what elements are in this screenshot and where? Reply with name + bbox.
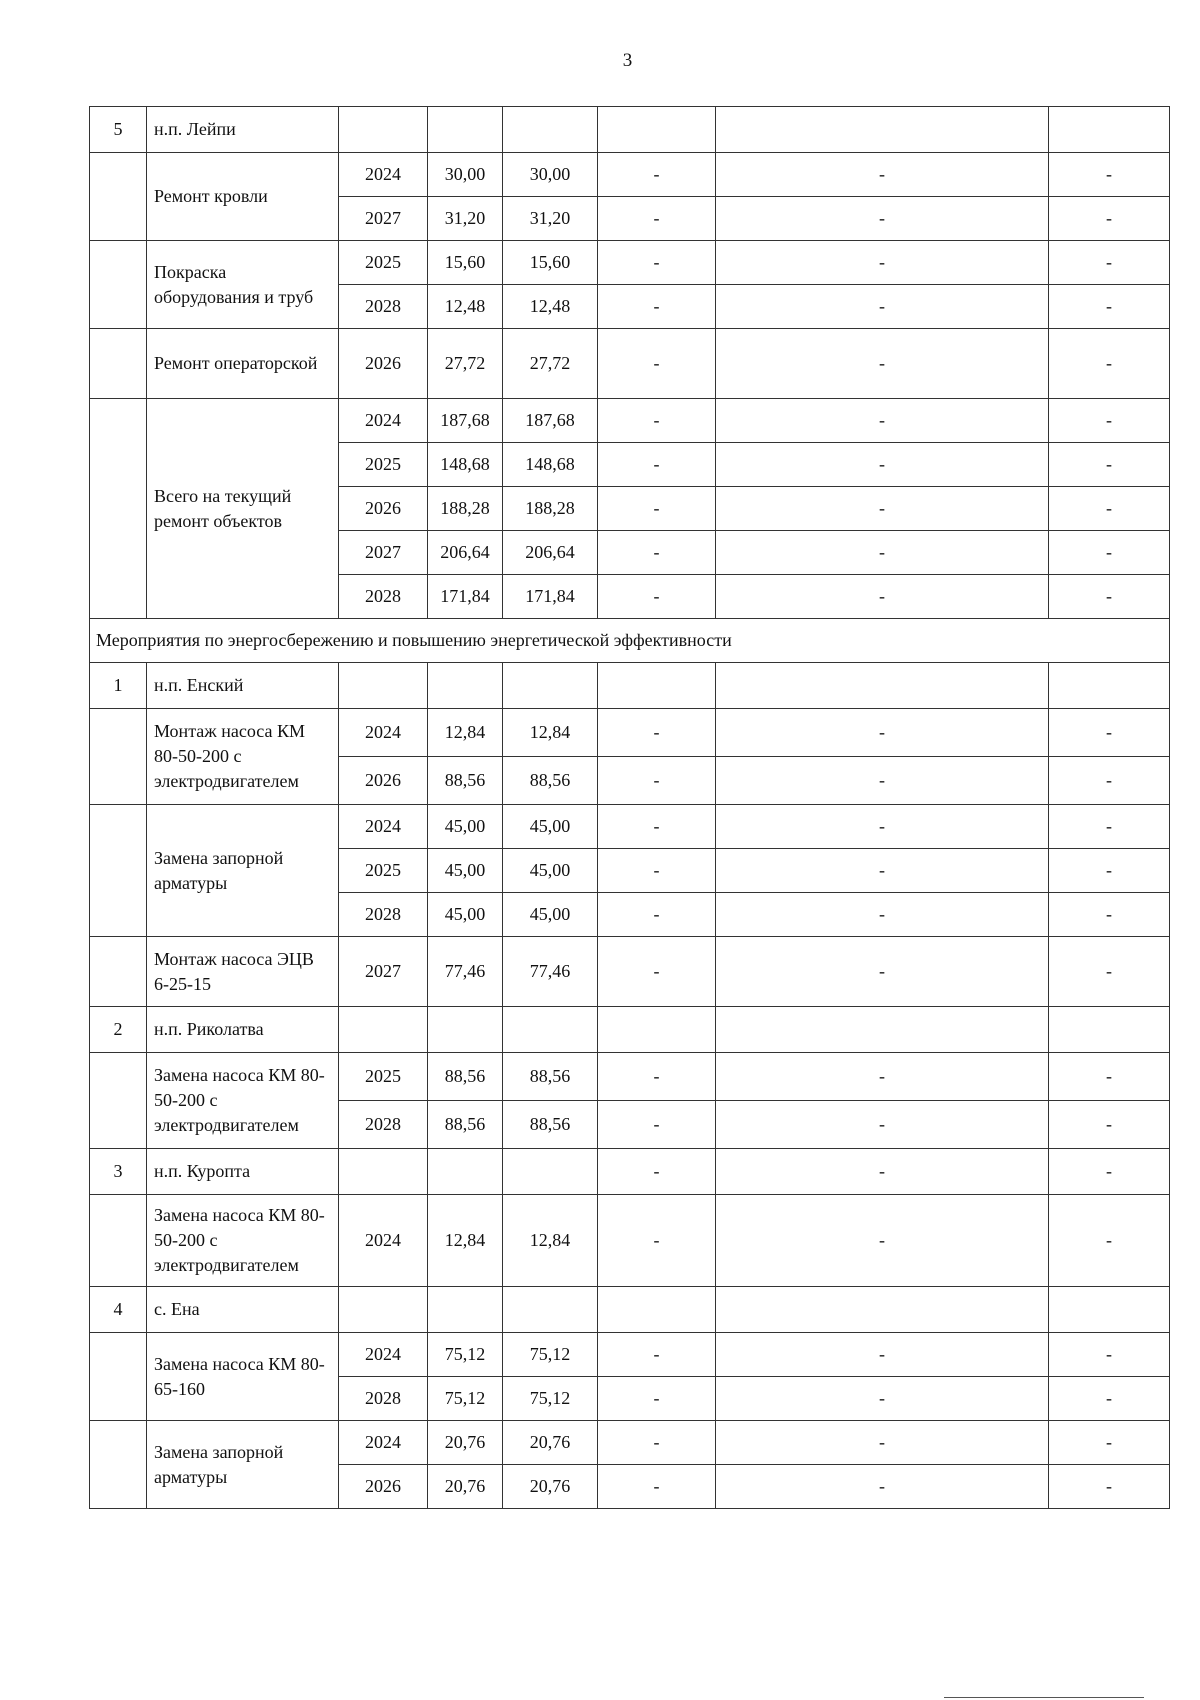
total-cell: 45,00: [428, 805, 503, 849]
dash-cell: -: [1049, 1333, 1170, 1377]
row-number: [90, 1195, 147, 1287]
dash-cell: -: [716, 1149, 1049, 1195]
dash-cell: -: [598, 709, 716, 757]
dash-cell: -: [1049, 709, 1170, 757]
value-cell: 45,00: [503, 893, 598, 937]
dash-cell: -: [716, 1465, 1049, 1509]
dash-cell: -: [716, 285, 1049, 329]
row-number: [90, 1421, 147, 1509]
value-cell: 187,68: [503, 399, 598, 443]
table-row: [90, 153, 1170, 197]
row-number: [90, 399, 147, 619]
dash-cell: -: [598, 1053, 716, 1101]
locality-row: [90, 1007, 1170, 1053]
total-cell: [428, 1007, 503, 1053]
dash-cell: -: [1049, 443, 1170, 487]
table-row: [90, 805, 1170, 849]
value-cell: 15,60: [503, 241, 598, 285]
total-cell: 75,12: [428, 1377, 503, 1421]
total-cell: 12,84: [428, 709, 503, 757]
locality-name: н.п. Енский: [147, 663, 339, 709]
year-cell: 2024: [339, 1421, 428, 1465]
page-number: 3: [622, 50, 633, 71]
table-row: [90, 709, 1170, 757]
year-cell: 2028: [339, 285, 428, 329]
dash-cell: -: [598, 399, 716, 443]
value-cell: 206,64: [503, 531, 598, 575]
row-number: [90, 1053, 147, 1149]
dash-cell: -: [1049, 531, 1170, 575]
dash-cell: [1049, 1287, 1170, 1333]
year-cell: [339, 1007, 428, 1053]
dash-cell: -: [1049, 1421, 1170, 1465]
row-number: 1: [90, 663, 147, 709]
year-cell: 2026: [339, 757, 428, 805]
year-cell: 2027: [339, 197, 428, 241]
dash-cell: -: [598, 1149, 716, 1195]
total-cell: 171,84: [428, 575, 503, 619]
total-cell: 148,68: [428, 443, 503, 487]
dash-cell: -: [1049, 197, 1170, 241]
year-cell: 2026: [339, 329, 428, 399]
work-name: Всего на текущий ремонт объектов: [147, 399, 339, 619]
dash-cell: -: [1049, 487, 1170, 531]
total-cell: 31,20: [428, 197, 503, 241]
locality-row: [90, 107, 1170, 153]
dash-cell: -: [716, 1101, 1049, 1149]
row-number: [90, 805, 147, 937]
work-name: Замена насоса КМ 80-50-200 с электродвигателем: [147, 1053, 339, 1149]
locality-name: н.п. Куропта: [147, 1149, 339, 1195]
locality-name: н.п. Риколатва: [147, 1007, 339, 1053]
table-row: [90, 937, 1170, 1007]
work-name: Покраска оборудования и труб: [147, 241, 339, 329]
year-cell: 2024: [339, 399, 428, 443]
year-cell: 2025: [339, 1053, 428, 1101]
locality-row: [90, 1287, 1170, 1333]
dash-cell: -: [1049, 849, 1170, 893]
dash-cell: [716, 1287, 1049, 1333]
total-cell: 45,00: [428, 893, 503, 937]
dash-cell: -: [716, 849, 1049, 893]
total-cell: 188,28: [428, 487, 503, 531]
dash-cell: -: [1049, 329, 1170, 399]
year-cell: 2024: [339, 1195, 428, 1287]
dash-cell: -: [716, 893, 1049, 937]
dash-cell: -: [716, 757, 1049, 805]
row-number: [90, 709, 147, 805]
dash-cell: -: [598, 1333, 716, 1377]
table-row: [90, 1195, 1170, 1287]
year-cell: [339, 663, 428, 709]
total-cell: 88,56: [428, 757, 503, 805]
dash-cell: -: [716, 443, 1049, 487]
dash-cell: -: [1049, 153, 1170, 197]
dash-cell: -: [1049, 241, 1170, 285]
year-cell: 2025: [339, 849, 428, 893]
year-cell: 2024: [339, 709, 428, 757]
value-cell: 12,84: [503, 1195, 598, 1287]
value-cell: 88,56: [503, 757, 598, 805]
table-body: [90, 107, 1170, 1509]
locality-row: [90, 1149, 1170, 1195]
work-name: Замена запорной арматуры: [147, 1421, 339, 1509]
year-cell: [339, 1287, 428, 1333]
dash-cell: -: [598, 241, 716, 285]
dash-cell: -: [716, 487, 1049, 531]
work-name: Замена запорной арматуры: [147, 805, 339, 937]
value-cell: 75,12: [503, 1377, 598, 1421]
total-cell: 30,00: [428, 153, 503, 197]
dash-cell: -: [1049, 285, 1170, 329]
year-cell: 2028: [339, 893, 428, 937]
year-cell: 2026: [339, 487, 428, 531]
dash-cell: -: [598, 197, 716, 241]
dash-cell: -: [716, 1421, 1049, 1465]
dash-cell: -: [1049, 1053, 1170, 1101]
value-cell: 31,20: [503, 197, 598, 241]
value-cell: 188,28: [503, 487, 598, 531]
locality-row: [90, 663, 1170, 709]
dash-cell: [716, 663, 1049, 709]
total-cell: 12,84: [428, 1195, 503, 1287]
value-cell: 88,56: [503, 1101, 598, 1149]
work-name: Ремонт операторской: [147, 329, 339, 399]
dash-cell: -: [598, 757, 716, 805]
year-cell: 2028: [339, 1377, 428, 1421]
dash-cell: [1049, 107, 1170, 153]
dash-cell: -: [716, 805, 1049, 849]
dash-cell: -: [598, 1377, 716, 1421]
section-title: Мероприятия по энергосбережению и повышению энергетической эффективности: [90, 619, 1170, 663]
dash-cell: [1049, 663, 1170, 709]
value-cell: 20,76: [503, 1465, 598, 1509]
year-cell: 2025: [339, 443, 428, 487]
dash-cell: -: [1049, 1149, 1170, 1195]
work-name: Монтаж насоса ЭЦВ 6-25-15: [147, 937, 339, 1007]
dash-cell: -: [716, 1195, 1049, 1287]
dash-cell: -: [1049, 1101, 1170, 1149]
table-row: [90, 241, 1170, 285]
dash-cell: -: [598, 1465, 716, 1509]
dash-cell: [598, 1007, 716, 1053]
value-cell: 45,00: [503, 805, 598, 849]
total-cell: 20,76: [428, 1465, 503, 1509]
total-cell: [428, 1149, 503, 1195]
dash-cell: -: [598, 575, 716, 619]
dash-cell: [598, 107, 716, 153]
dash-cell: -: [1049, 937, 1170, 1007]
year-cell: 2028: [339, 1101, 428, 1149]
row-number: [90, 937, 147, 1007]
dash-cell: -: [598, 531, 716, 575]
dash-cell: -: [716, 153, 1049, 197]
value-cell: [503, 1287, 598, 1333]
dash-cell: -: [716, 329, 1049, 399]
value-cell: [503, 1149, 598, 1195]
dash-cell: -: [716, 1053, 1049, 1101]
dash-cell: -: [598, 443, 716, 487]
year-cell: 2026: [339, 1465, 428, 1509]
year-cell: [339, 107, 428, 153]
year-cell: [339, 1149, 428, 1195]
year-cell: 2024: [339, 805, 428, 849]
section-row: [90, 619, 1170, 663]
value-cell: 77,46: [503, 937, 598, 1007]
value-cell: 30,00: [503, 153, 598, 197]
total-cell: 206,64: [428, 531, 503, 575]
dash-cell: [716, 1007, 1049, 1053]
locality-name: с. Ена: [147, 1287, 339, 1333]
total-cell: 45,00: [428, 849, 503, 893]
value-cell: 27,72: [503, 329, 598, 399]
dash-cell: -: [716, 1333, 1049, 1377]
dash-cell: -: [598, 805, 716, 849]
total-cell: 77,46: [428, 937, 503, 1007]
dash-cell: -: [716, 531, 1049, 575]
value-cell: 20,76: [503, 1421, 598, 1465]
work-name: Монтаж насоса КМ 80-50-200 с электродвигателем: [147, 709, 339, 805]
dash-cell: -: [1049, 1465, 1170, 1509]
value-cell: [503, 107, 598, 153]
year-cell: 2027: [339, 937, 428, 1007]
dash-cell: -: [598, 285, 716, 329]
dash-cell: -: [1049, 805, 1170, 849]
total-cell: 75,12: [428, 1333, 503, 1377]
row-number: [90, 153, 147, 241]
row-number: 5: [90, 107, 147, 153]
dash-cell: -: [716, 1377, 1049, 1421]
dash-cell: -: [598, 329, 716, 399]
dash-cell: [1049, 1007, 1170, 1053]
year-cell: 2027: [339, 531, 428, 575]
value-cell: 148,68: [503, 443, 598, 487]
table-row: [90, 1333, 1170, 1377]
total-cell: 12,48: [428, 285, 503, 329]
table-row: [90, 399, 1170, 443]
value-cell: 12,84: [503, 709, 598, 757]
table-row: [90, 329, 1170, 399]
dash-cell: [598, 1287, 716, 1333]
year-cell: 2025: [339, 241, 428, 285]
total-cell: 27,72: [428, 329, 503, 399]
row-number: 3: [90, 1149, 147, 1195]
total-cell: 20,76: [428, 1421, 503, 1465]
dash-cell: -: [1049, 399, 1170, 443]
value-cell: 171,84: [503, 575, 598, 619]
dash-cell: -: [598, 893, 716, 937]
dash-cell: -: [598, 849, 716, 893]
year-cell: 2024: [339, 1333, 428, 1377]
row-number: [90, 329, 147, 399]
value-cell: 12,48: [503, 285, 598, 329]
dash-cell: -: [716, 709, 1049, 757]
dash-cell: -: [716, 399, 1049, 443]
total-cell: 15,60: [428, 241, 503, 285]
row-number: 4: [90, 1287, 147, 1333]
dash-cell: -: [1049, 1377, 1170, 1421]
dash-cell: -: [716, 937, 1049, 1007]
row-number: [90, 1333, 147, 1421]
dash-cell: -: [598, 937, 716, 1007]
total-cell: [428, 1287, 503, 1333]
dash-cell: -: [598, 1195, 716, 1287]
total-cell: 187,68: [428, 399, 503, 443]
work-name: Замена насоса КМ 80-65-160: [147, 1333, 339, 1421]
bottom-line: [944, 1697, 1144, 1698]
total-cell: 88,56: [428, 1101, 503, 1149]
table-row: [90, 1053, 1170, 1101]
row-number: [90, 241, 147, 329]
row-number: 2: [90, 1007, 147, 1053]
locality-name: н.п. Лейпи: [147, 107, 339, 153]
cost-table: [89, 106, 1170, 1509]
value-cell: 75,12: [503, 1333, 598, 1377]
dash-cell: -: [598, 1421, 716, 1465]
dash-cell: -: [716, 241, 1049, 285]
table-row: [90, 1421, 1170, 1465]
dash-cell: -: [1049, 575, 1170, 619]
dash-cell: -: [716, 197, 1049, 241]
dash-cell: [598, 663, 716, 709]
value-cell: 88,56: [503, 1053, 598, 1101]
dash-cell: -: [1049, 1195, 1170, 1287]
year-cell: 2024: [339, 153, 428, 197]
year-cell: 2028: [339, 575, 428, 619]
dash-cell: -: [598, 153, 716, 197]
work-name: Ремонт кровли: [147, 153, 339, 241]
value-cell: [503, 663, 598, 709]
total-cell: 88,56: [428, 1053, 503, 1101]
value-cell: [503, 1007, 598, 1053]
dash-cell: [716, 107, 1049, 153]
dash-cell: -: [716, 575, 1049, 619]
dash-cell: -: [598, 1101, 716, 1149]
dash-cell: -: [1049, 893, 1170, 937]
value-cell: 45,00: [503, 849, 598, 893]
total-cell: [428, 107, 503, 153]
work-name: Замена насоса КМ 80-50-200 с электродвигателем: [147, 1195, 339, 1287]
dash-cell: -: [1049, 757, 1170, 805]
total-cell: [428, 663, 503, 709]
dash-cell: -: [598, 487, 716, 531]
